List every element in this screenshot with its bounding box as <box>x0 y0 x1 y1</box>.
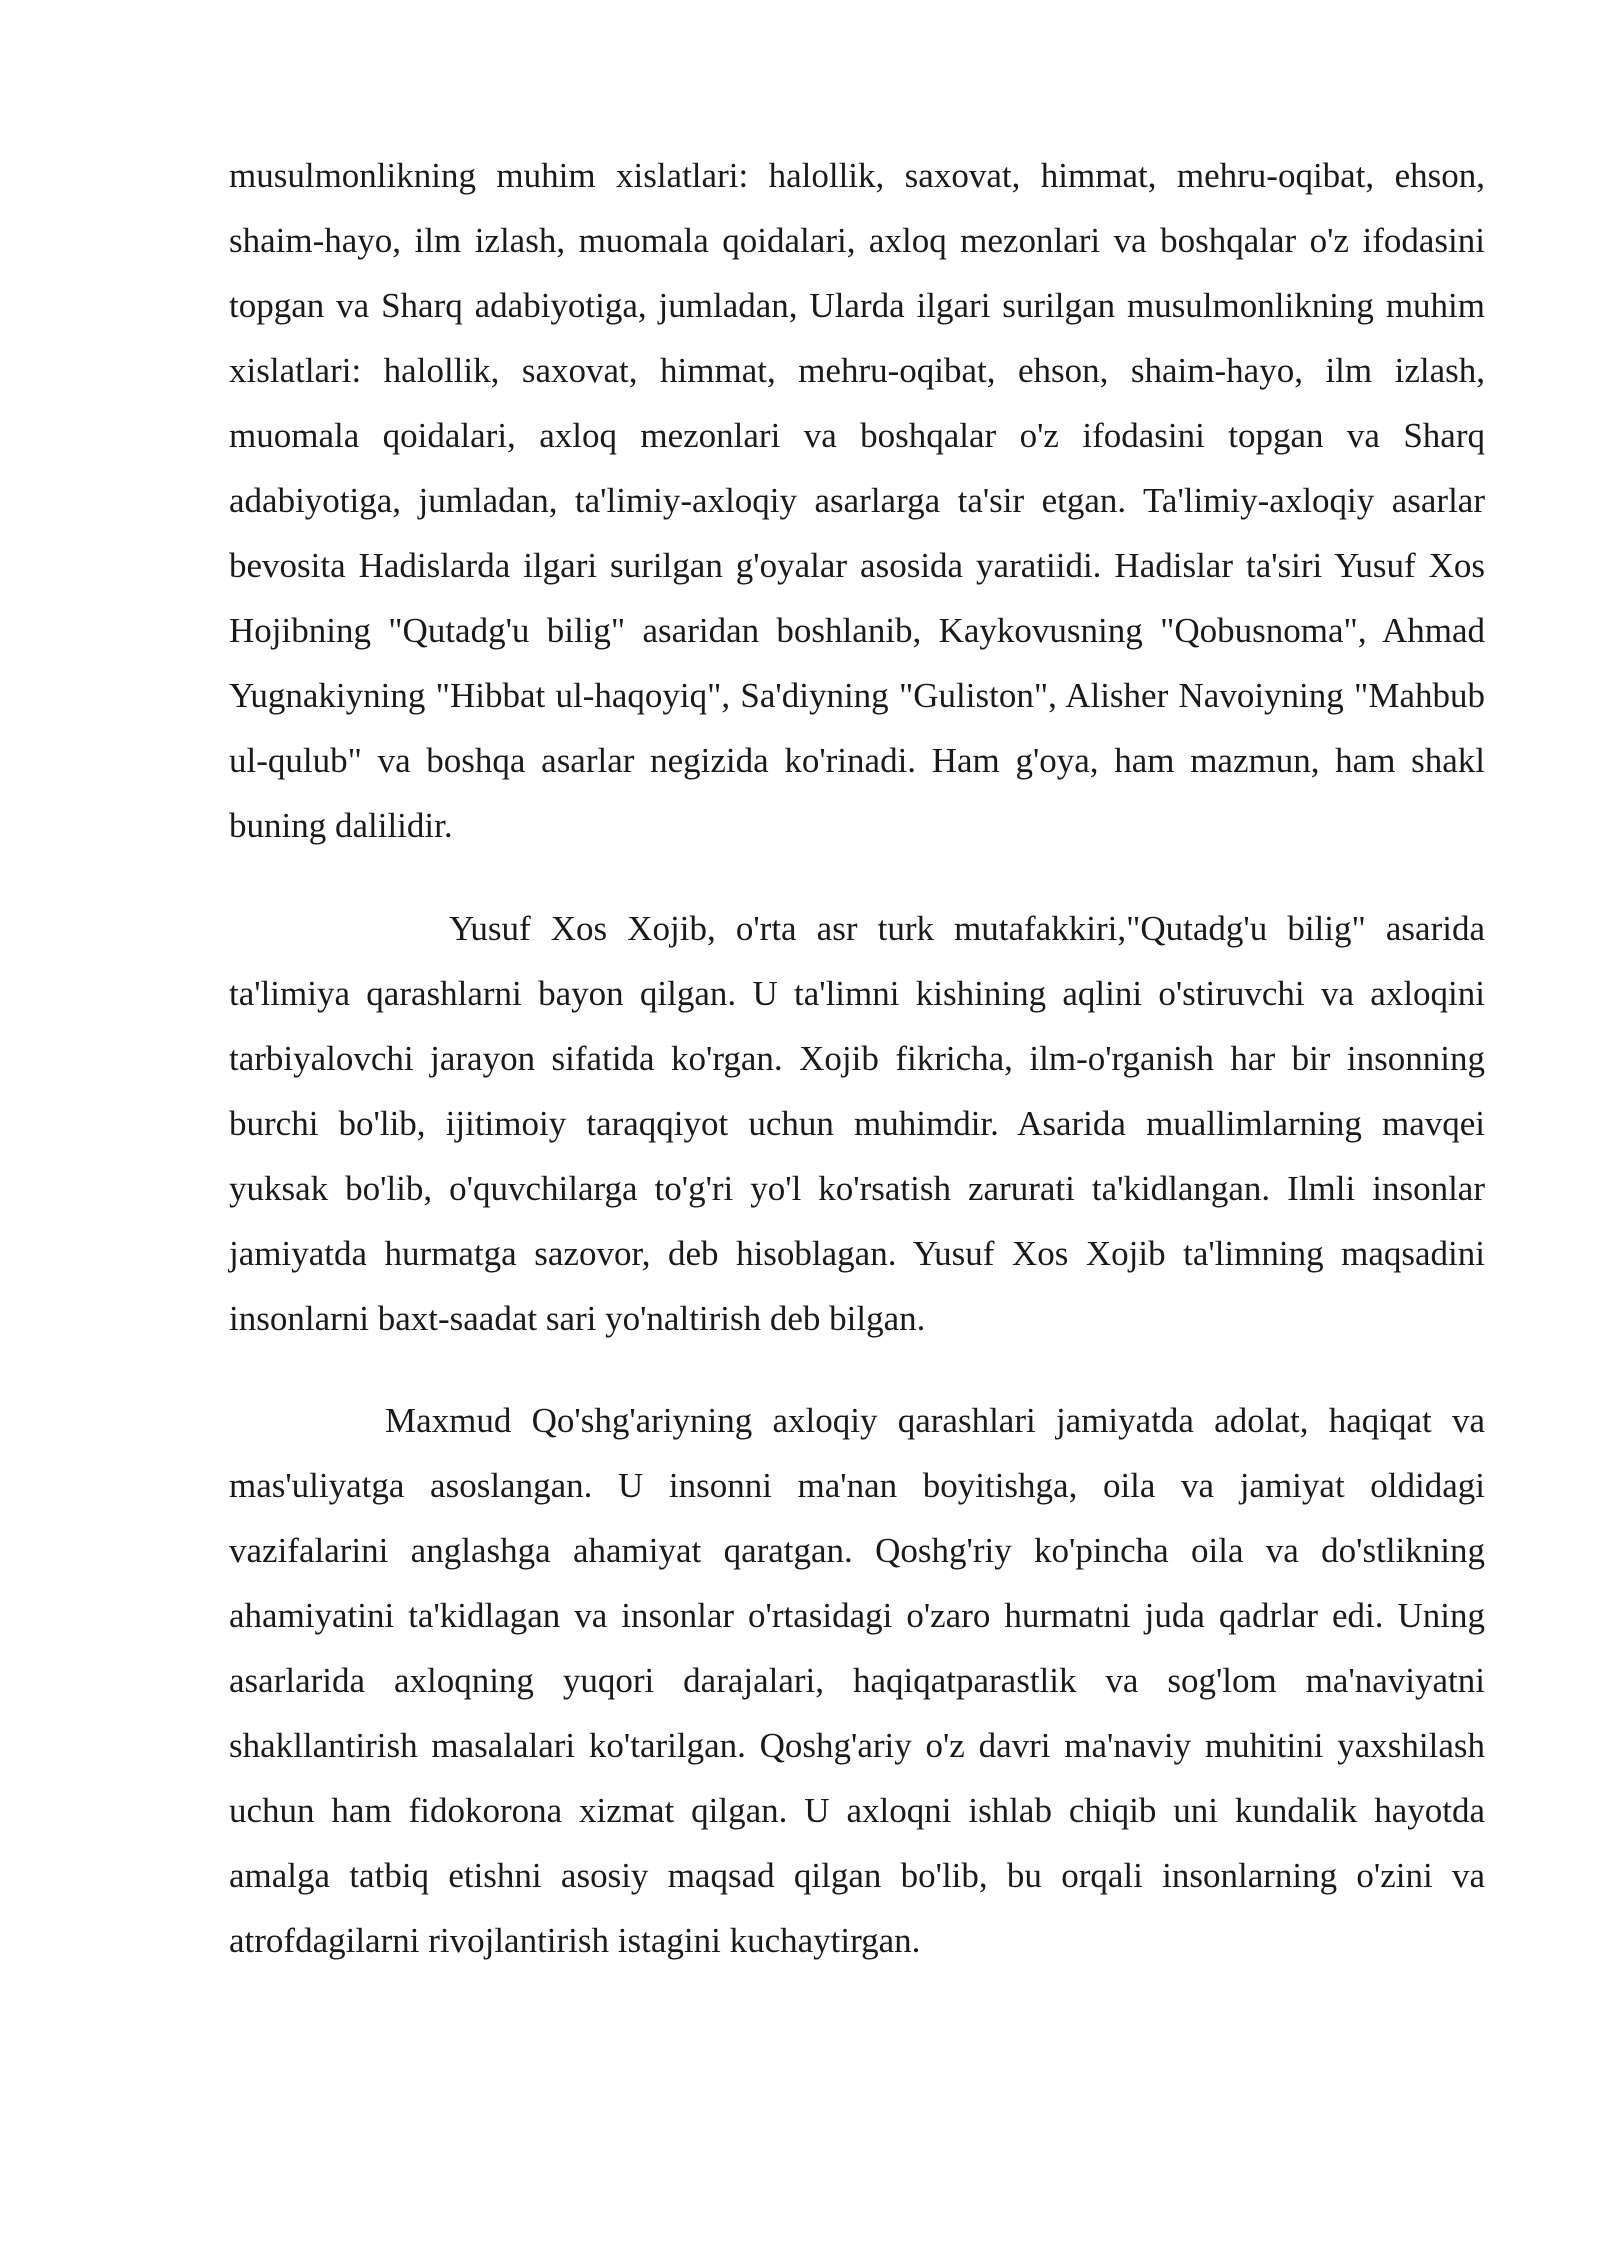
body-paragraph-1: musulmonlikning muhim xislatlari: halollik, saxovat, himmat, mehru-oqibat, ehson, shaim-hayo, ilm izlash, muomala qoidalari, axloq mezonlari va boshqalar o'z ifodasini topgan va Sharq adabiyotiga, jumladan, Ularda ilgari surilgan musulmonlikning muhim xislatlari: halollik, saxovat, himmat, mehru-oqibat, ehson, shaim-hayo, ilm izlash, muomala qoidalari, axloq mezonlari va boshqalar o'z ifodasini topgan va Sharq adabiyotiga, jumladan, ta'limiy-axloqiy asarlarga ta'sir etgan. Ta'limiy-axloqiy asarlar bevosita Hadislarda ilgari surilgan g'oyalar asosida yaratiidi. Hadislar ta'siri Yusuf Xos Hojibning "Qutadg'u bilig" asaridan boshlanib, Kaykovusning "Qobusnoma", Ahmad Yugnakiyning "Hibbat ul-haqoyiq", Sa'diyning "Guliston", Alisher Navoiyning "Mahbub ul-qulub" va boshqa asarlar negizida ko'rinadi. Ham g'oya, ham mazmun, ham shakl buning dalilidir. <box>229 156 1485 845</box>
body-paragraph-2: Yusuf Xos Xojib, o'rta asr turk mutafakkiri,"Qutadg'u bilig" asarida ta'limiya qarashlarni bayon qilgan. U ta'limni kishining aqlini o'stiruvchi va axloqini tarbiyalovchi jarayon sifatida ko'rgan. Xojib fikricha, ilm-o'rganish har bir insonning burchi bo'lib, ijitimoiy taraqqiyot uchun muhimdir. Asarida muallimlarning mavqei yuksak bo'lib, o'quvchilarga to'g'ri yo'l ko'rsatish zarurati ta'kidlangan. Ilmli insonlar jamiyatda hurmatga sazovor, deb hisoblagan. Yusuf Xos Xojib ta'limning maqsadini insonlarni baxt-saadat sari yo'naltirish deb bilgan. <box>229 909 1485 1338</box>
body-paragraph-3: Maxmud Qo'shg'ariyning axloqiy qarashlari jamiyatda adolat, haqiqat va mas'uliyatga asoslangan. U insonni ma'nan boyitishga, oila va jamiyat oldidagi vazifalarini anglashga ahamiyat qaratgan. Qoshg'riy ko'pincha oila va do'stlikning ahamiyatini ta'kidlagan va insonlar o'rtasidagi o'zaro hurmatni juda qadrlar edi. Uning asarlarida axloqning yuqori darajalari, haqiqatparastlik va sog'lom ma'naviyatni shakllantirish masalalari ko'tarilgan. Qoshg'ariy o'z davri ma'naviy muhitini yaxshilash uchun ham fidokorona xizmat qilgan. U axloqni ishlab chiqib uni kundalik hayotda amalga tatbiq etishni asosiy maqsad qilgan bo'lib, bu orqali insonlarning o'zini va atrofdagilarni rivojlantirish istagini kuchaytirgan. <box>229 1401 1485 1960</box>
